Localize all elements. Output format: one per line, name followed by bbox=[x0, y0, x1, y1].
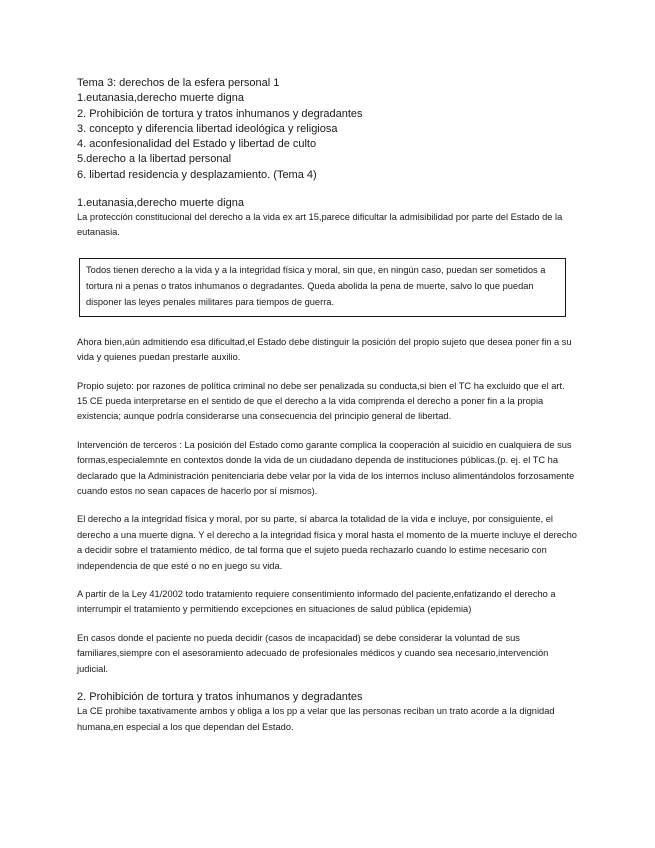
paragraph: Intervención de terceros : La posición del Estado como garante complica la cooperación al suicidio en cualquiera de sus formas,especialemnte en contextos donde la vida de un ciudadano dependa de instituciones públicas.(p. ej. el TC ha declarado que la Administración penitenciaria debe velar por la vida de los internos incluso alimentándolos forzosamente cuando estos no sean capaces de hacerlo por sí mismos). bbox=[77, 439, 575, 497]
paragraph: La protección constitucional del derecho a la vida ex art 15,parece dificultar la admisibilidad por parte del Estado de la eutanasia. bbox=[77, 212, 563, 238]
toc-title: Tema 3: derechos de la esfera personal 1 bbox=[77, 77, 280, 89]
paragraph: A partir de la Ley 41/2002 todo tratamiento requiere consentimiento informado del paciente,enfatizando el derecho a interrumpir el tratamiento y permitiendo excepciones en situaciones de salud pública (epidemia) bbox=[77, 589, 556, 615]
toc-item: 5.derecho a la libertad personal bbox=[77, 153, 232, 166]
toc-item: 1.eutanasia,derecho muerte digna bbox=[77, 92, 244, 105]
paragraph: La CE prohibe taxativamente ambos y obliga a los pp a velar que las personas reciban un trato acorde a la dignidad humana,en especial a los que dependan del Estado. bbox=[77, 706, 555, 732]
paragraph: En casos donde el paciente no pueda decidir (casos de incapacidad) se debe considerar la voluntad de sus familiares,siempre con el asesoramiento adecuado de profesionales médicos y cuando sea necesario,intervención judicial. bbox=[77, 632, 549, 674]
toc-item: 3. concepto y diferencia libertad ideológica y religiosa bbox=[77, 122, 338, 135]
paragraph: Propio sujeto: por razones de política criminal no debe ser penalizada su conducta,si bien el TC ha excluido que el art. 15 CE pueda interpretarse en el sentido de que el derecho a la vida comprenda el derecho a poner fin a la propia existencia; aunque podría considerarse una consecuencia del principio general de libertad. bbox=[77, 380, 565, 422]
section-heading-tortura: 2. Prohibición de tortura y tratos inhumanos y degradantes bbox=[77, 691, 363, 704]
paragraph: El derecho a la integridad física y moral, por su parte, sí abarca la totalidad de la vida e incluye, por consiguiente, el derecho a una muerte digna. Y el derecho a la integridad física y moral hasta el momento de la muerte incluye el derecho a decidir sobre el tratamiento médico, de tal forma que el sujeto pueda rechazarlo cuando lo estime necesario con independencia de que esté o no en juego su vida. bbox=[77, 514, 577, 571]
toc-item: 6. libertad residencia y desplazamiento. (Tema 4) bbox=[77, 168, 317, 181]
toc-item: 2. Prohibición de tortura y tratos inhumanos y degradantes bbox=[77, 107, 363, 120]
toc-item: 4. aconfesionalidad del Estado y libertad de culto bbox=[77, 138, 317, 151]
constitution-quote-box: Todos tienen derecho a la vida y a la integridad física y moral, sin que, en ningún caso, puedan ser sometidos a tortura ni a penas o tratos inhumanos o degradantes. Queda abolida la pena de muerte, salvo lo que puedan disponer las leyes penales militares para tiempos de guerra. bbox=[79, 258, 566, 317]
table-of-contents bbox=[77, 76, 577, 183]
section-heading-eutanasia: 1.eutanasia,derecho muerte digna bbox=[77, 197, 244, 210]
document-page bbox=[77, 76, 577, 735]
paragraph: Ahora bien,aún admitiendo esa dificultad,el Estado debe distinguir la posición del propio sujeto que desea poner fin a su vida y quienes puedan prestarle auxilio. bbox=[77, 336, 572, 363]
